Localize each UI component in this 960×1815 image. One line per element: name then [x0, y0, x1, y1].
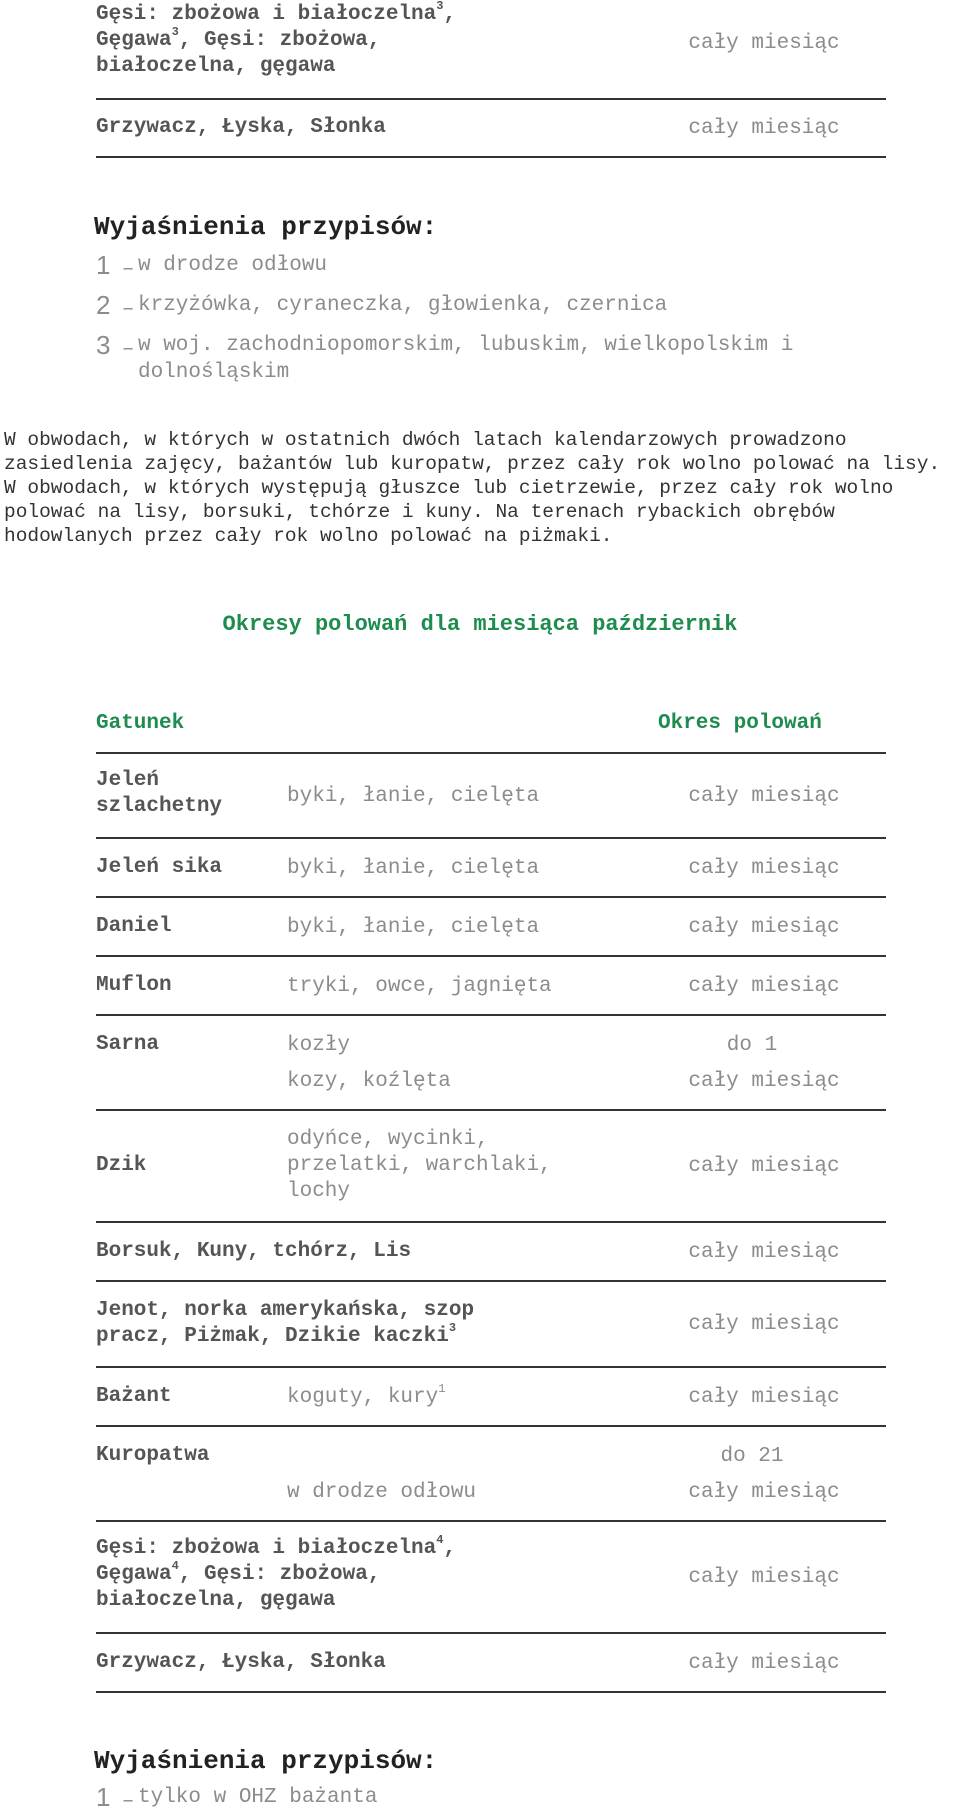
- table-row-detail: kozły: [287, 1034, 351, 1057]
- table-row-period: cały miesiąc: [688, 1313, 840, 1336]
- divider: [96, 1221, 886, 1223]
- explanations-title: Wyjaśnienia przypisów:: [94, 1746, 438, 1776]
- divider: [96, 896, 886, 898]
- divider: [96, 1691, 886, 1693]
- top-row-pigeon-species: Grzywacz, Łyska, Słonka: [96, 116, 386, 139]
- table-row-period: cały miesiąc: [688, 1070, 840, 1093]
- divider: [96, 955, 886, 957]
- table-row-species: Kuropatwa: [96, 1444, 210, 1467]
- table-row-species: Borsuk, Kuny, tchórz, Lis: [96, 1240, 412, 1263]
- divider: [96, 1109, 886, 1111]
- table-row-detail: tryki, owce, jagnięta: [287, 975, 552, 998]
- divider: [96, 1632, 886, 1634]
- table-row-period: cały miesiąc: [688, 857, 840, 880]
- divider: [96, 156, 886, 158]
- table-row-period: cały miesiąc: [688, 1652, 840, 1675]
- divider: [96, 1280, 886, 1282]
- table-row-detail: byki, łanie, cielęta: [287, 785, 540, 808]
- table-row-detail: byki, łanie, cielęta: [287, 857, 540, 880]
- table-row-period: cały miesiąc: [688, 1155, 840, 1178]
- table-row-species: Jeleń sika: [96, 856, 223, 879]
- table-row-detail: w drodze odłowu: [287, 1481, 477, 1504]
- table-row-species: Daniel: [96, 915, 172, 938]
- divider: [96, 98, 886, 100]
- table-row-species: Sarna: [96, 1033, 160, 1056]
- table-row-detail: kozy, koźlęta: [287, 1070, 451, 1093]
- footnote-item: 3 – w woj. zachodniopomorskim, lubuskim, wielkopolskim i dolnośląskim: [96, 330, 794, 384]
- footnote-item: 1 – w drodze odłowu: [96, 250, 328, 281]
- table-row-period: cały miesiąc: [688, 785, 840, 808]
- table-row-species: Dzik: [96, 1154, 147, 1177]
- table-row-species: Jeleń szlachetny: [96, 769, 223, 818]
- divider: [96, 1014, 886, 1016]
- divider: [96, 1366, 886, 1368]
- table-row-period: cały miesiąc: [688, 1481, 840, 1504]
- footnote-item: 2 – krzyżówka, cyraneczka, głowienka, czernica: [96, 290, 668, 321]
- table-row-period: do 21: [720, 1445, 784, 1468]
- table-row-period: do 1: [726, 1034, 778, 1057]
- top-row-geese-species: Gęsi: zbożowa i białoczelna$^3$, Gęgawa$^3$, Gęsi: zbożowa, białoczelna, gęgawa: [96, 0, 457, 78]
- table-row-period: cały miesiąc: [688, 1241, 840, 1264]
- divider: [96, 1425, 886, 1427]
- section-title: Okresy polowań dla miesiąca październik: [222, 612, 738, 637]
- divider: [96, 752, 886, 754]
- table-row-detail: byki, łanie, cielęta: [287, 916, 540, 939]
- top-row-geese-period: cały miesiąc: [688, 32, 840, 55]
- table-row-period: cały miesiąc: [688, 1566, 840, 1589]
- table-row-species: Gęsi: zbożowa i białoczelna$^4$, Gęgawa$^4$, Gęsi: zbożowa, białoczelna, gęgawa: [96, 1533, 457, 1612]
- footnote-item: 1 – tylko w OHZ bażanta: [96, 1782, 378, 1813]
- explanations-title: Wyjaśnienia przypisów:: [94, 212, 438, 242]
- hunting-note-paragraph: W obwodach, w których w ostatnich dwóch latach kalendarzowych prowadzono zasiedlenia zajęcy, bażantów lub kuropatw, przez cały rok wolno polować na lisy. W obwodach, w których występują głuszce lub cietrzewie, przez cały rok wolno polować na lisy, borsuki, tchórze i kuny. Na terenach rybackich obrębów hodowlanych przez cały rok wolno polować na piżmaki.: [4, 429, 941, 547]
- divider: [96, 837, 886, 839]
- divider: [96, 1520, 886, 1522]
- table-row-species: Jenot, norka amerykańska, szop pracz, Piżmak, Dzikie kaczki$^3$: [96, 1299, 475, 1348]
- top-row-pigeon-period: cały miesiąc: [688, 117, 840, 140]
- table-row-species: Grzywacz, Łyska, Słonka: [96, 1651, 386, 1674]
- table-row-period: cały miesiąc: [688, 1386, 840, 1409]
- table-row-species: Bażant: [96, 1385, 172, 1408]
- table-row-species: Muflon: [96, 974, 172, 997]
- header-species: Gatunek: [96, 712, 185, 735]
- table-row-detail: odyńce, wycinki, przelatki, warchlaki, lochy: [287, 1128, 552, 1203]
- table-row-detail: koguty, kury$^1$: [287, 1382, 446, 1409]
- table-row-period: cały miesiąc: [688, 975, 840, 998]
- table-row-period: cały miesiąc: [688, 916, 840, 939]
- header-period: Okres polowań: [658, 712, 822, 735]
